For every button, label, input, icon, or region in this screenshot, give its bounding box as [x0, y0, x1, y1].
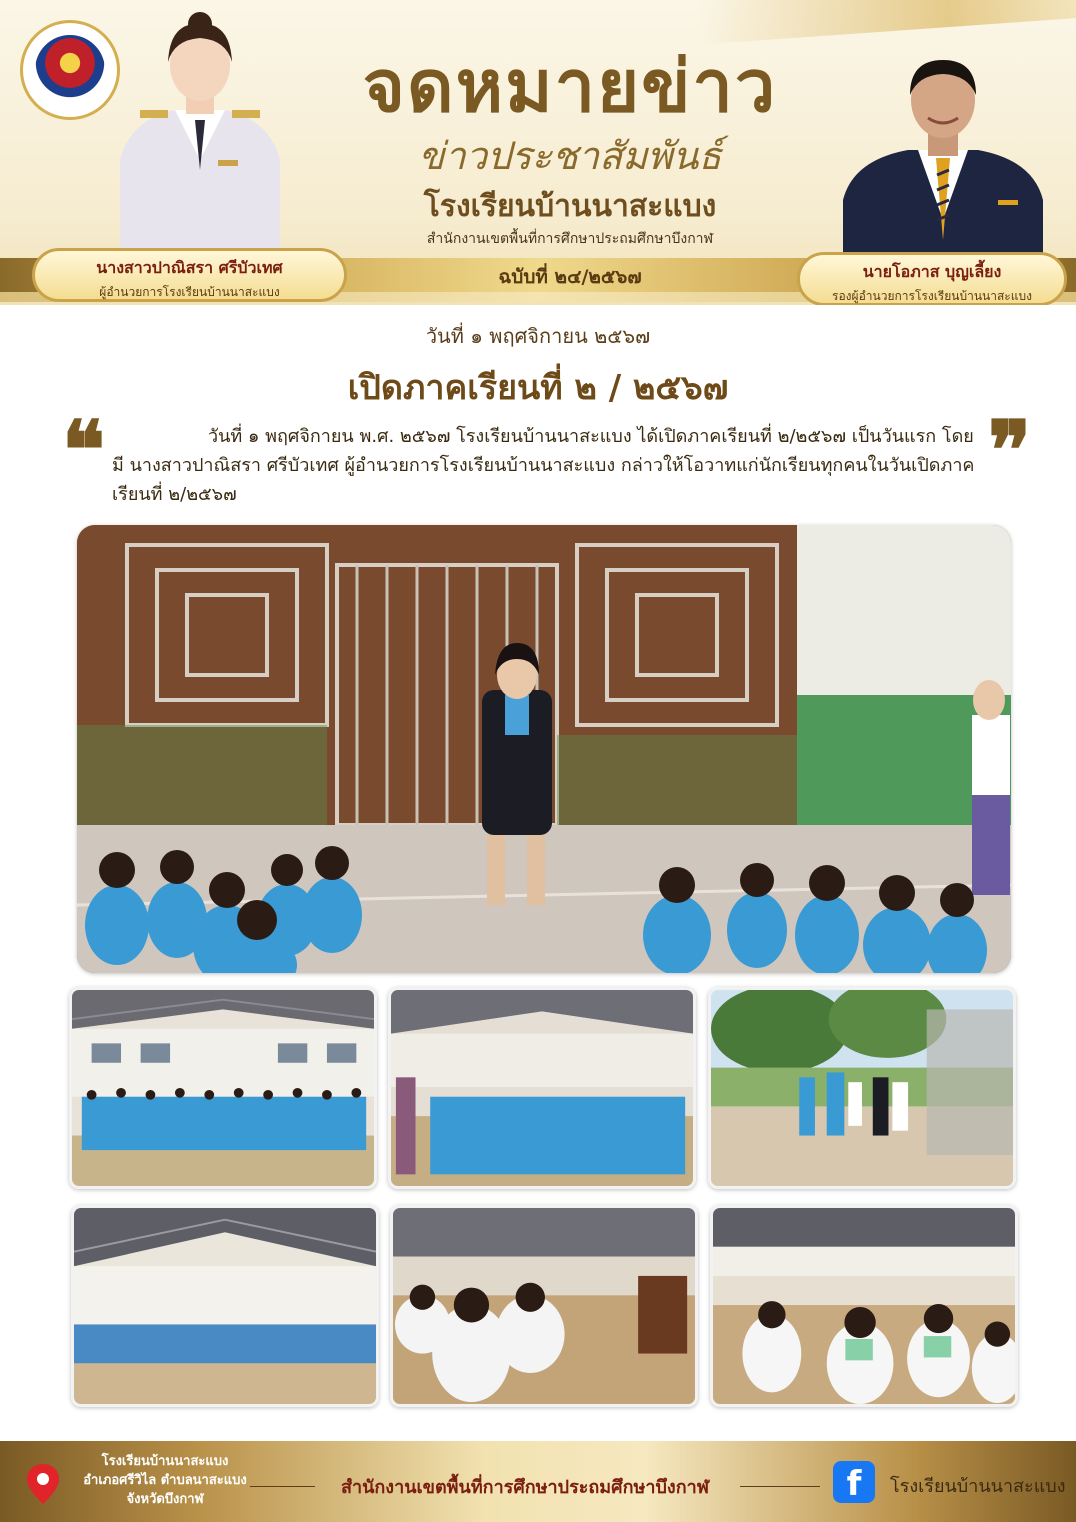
footer-divider — [250, 1486, 315, 1487]
footer-address-line: โรงเรียนบ้านนาสะแบง — [101, 1454, 229, 1469]
deputy-role: รองผู้อำนวยการโรงเรียนบ้านนาสะแบง — [832, 289, 1032, 303]
gallery-photo-1 — [69, 987, 377, 1189]
facebook-icon[interactable]: f — [833, 1461, 875, 1503]
gallery-photo-3 — [708, 987, 1016, 1189]
deputy-portrait — [838, 50, 1048, 260]
gallery-photo-6 — [710, 1205, 1018, 1407]
office-name: สำนักงานเขตพื้นที่การศึกษาประถมศึกษาบึงกาฬ — [426, 231, 714, 247]
open-quote-icon: ❝ — [62, 403, 106, 497]
gallery-photo-5 — [390, 1205, 698, 1407]
footer-address-line: อำเภอศรีวิไล ตำบลนาสะแบง — [83, 1473, 247, 1488]
footer-address-line: จังหวัดบึงกาฬ — [126, 1492, 204, 1507]
deputy-name: นายโอภาส บุญเลี้ยง — [862, 262, 1002, 281]
footer-address — [70, 1452, 260, 1509]
footer-divider — [740, 1486, 820, 1487]
gallery-photo-2 — [388, 987, 696, 1189]
newsletter-subtitle: ข่าวประชาสัมพันธ์ — [418, 134, 722, 178]
deputy-name-plate — [797, 252, 1067, 305]
school-emblem-icon — [35, 35, 105, 105]
school-name: โรงเรียนบ้านนาสะแบง — [423, 189, 717, 224]
article-body: วันที่ ๑ พฤศจิกายน พ.ศ. ๒๕๖๗ โรงเรียนบ้านนาสะแบง ได้เปิดภาคเรียนที่ ๒/๒๕๖๗ เป็นวันแรก โดยมี นางสาวปาณิสรา ศรีบัวเทศ ผู้อำนวยการโรงเรียนบ้านนาสะแบง กล่าวให้โอวาทแก่นักเรียนทุกคนในวันเปิดภาคเรียนที่ ๒/๒๕๖๗ — [112, 426, 975, 505]
map-pin-icon — [24, 1462, 62, 1506]
issue-number: ฉบับที่ ๒๔/๒๕๖๗ — [498, 266, 642, 288]
director-name-plate — [32, 248, 347, 302]
main-photo — [77, 525, 1011, 973]
director-role: ผู้อำนวยการโรงเรียนบ้านนาสะแบง — [99, 285, 280, 299]
newsletter-title: จดหมายข่าว — [362, 43, 778, 128]
close-quote-icon: ❞ — [988, 403, 1032, 497]
footer-office: สำนักงานเขตพื้นที่การศึกษาประถมศึกษาบึงกาฬ — [341, 1477, 709, 1498]
director-portrait — [100, 10, 300, 260]
article-date: วันที่ ๑ พฤศจิกายน ๒๕๖๗ — [425, 324, 651, 348]
gallery-photo-4 — [71, 1205, 379, 1407]
article-headline: เปิดภาคเรียนที่ ๒ / ๒๕๖๗ — [347, 368, 729, 408]
facebook-page-link[interactable]: โรงเรียนบ้านนาสะแบง — [890, 1476, 1066, 1497]
newsletter-header — [0, 0, 1076, 305]
director-name: นางสาวปาณิสรา ศรีบัวเทศ — [96, 258, 283, 277]
